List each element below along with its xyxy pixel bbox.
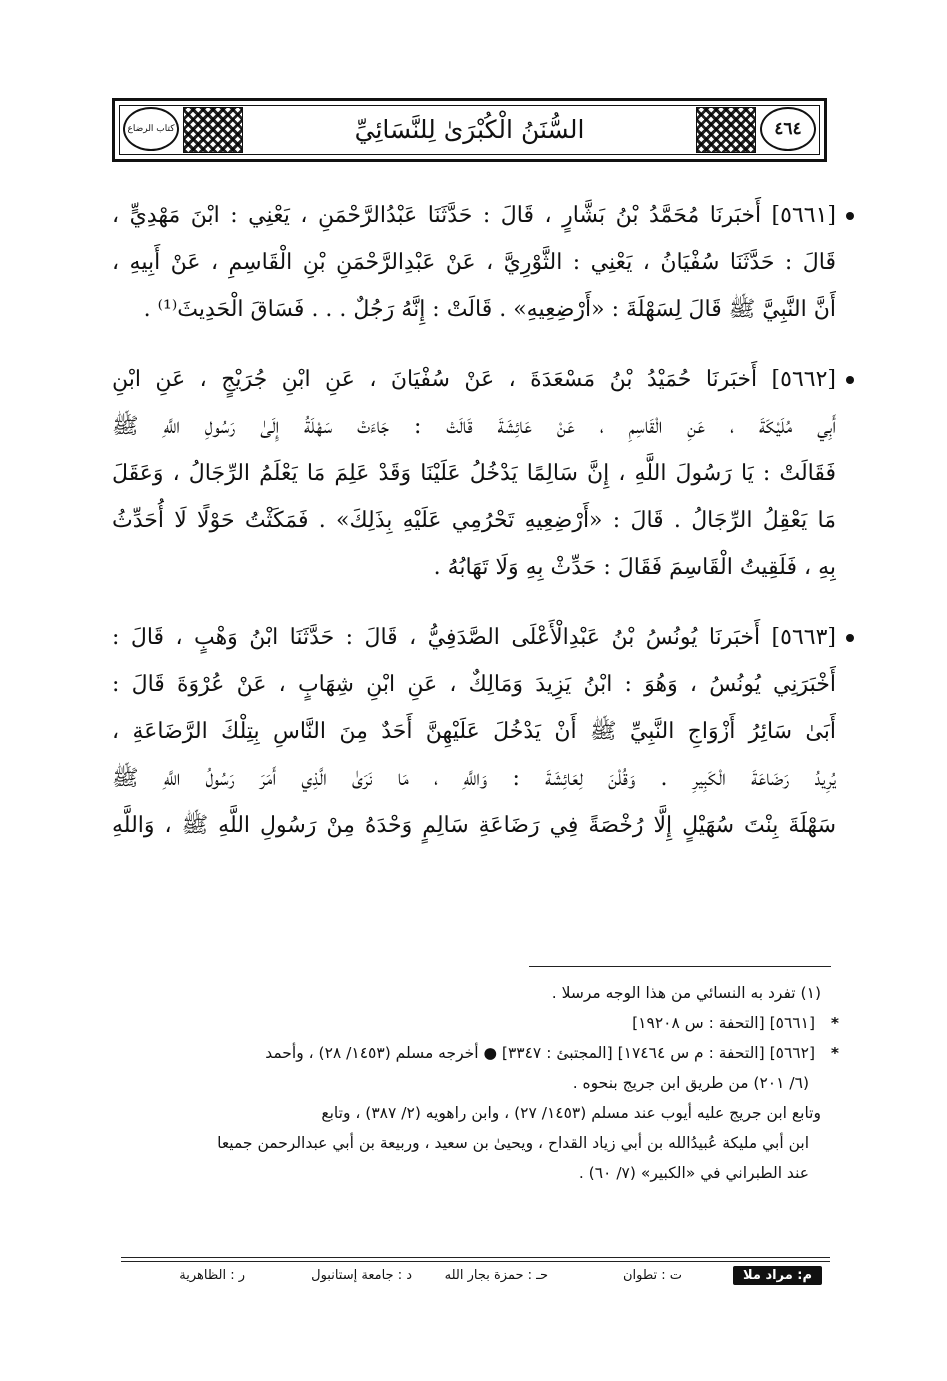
page-header xyxy=(112,98,827,162)
codes-divider-thin xyxy=(121,1261,830,1262)
takhrij-line: وتابع ابن جريج عليه أيوب عند مسلم (١٤٥٣/ ٢٧) ، وابن راهويه (٢/ ٣٨٧) ، وتابع xyxy=(321,1104,821,1122)
text-line: [٥٦٦١] أَخبَرنَا مُحَمَّدُ بْنُ بَشَّارٍ ، قَالَ : حَدَّثَنَا عَبْدُالرَّحْمَنِ ، يَعْنِي : ابْنَ مَهْدِيٍّ ، xyxy=(112,203,836,228)
takhrij-line: ابن أبي مليكة عُبيدُالله بن أبي زياد القداح ، ويحيىٰ بن سعيد ، وربيعة بن أبي عبدالرحمن جميعا xyxy=(217,1134,809,1152)
takhrij-line: عند الطبراني في «الكبير» (٧/ ٦٠) . xyxy=(578,1164,809,1182)
manuscript-r: ر : الظاهرية xyxy=(179,1268,245,1283)
text-line: بِهِ ، فَلَقِيتُ الْقَاسِمَ فَقَالَ : حَدِّثْ بِهِ وَلَا تَهَابُهُ . xyxy=(433,555,836,580)
manuscript-codes xyxy=(121,1264,830,1290)
text-line: [٥٦٦٢] أَخبَرنَا حُمَيْدُ بْنُ مَسْعَدَةَ ، عَنْ سُفْيَانَ ، عَنِ ابْنِ جُرَيْجٍ ، عَنِ ابْنِ xyxy=(112,367,836,392)
manuscript-t: ت : تطوان xyxy=(622,1268,682,1283)
hadith-5663 xyxy=(112,614,836,849)
hadith-5662 xyxy=(112,356,836,591)
text-line: [٥٦٦٣] أَخبَرنَا يُونُسُ بْنُ عَبْدِالْأَعْلَى الصَّدَفِيُّ ، قَالَ : حَدَّثَنَا ابْنُ وَهْبٍ ، قَالَ : xyxy=(112,625,836,650)
manuscript-m: م: مراد ملا xyxy=(733,1266,822,1285)
takhrij-5661 xyxy=(112,1008,839,1038)
text-line: يُرِيدُ رَضَاعَةَ الْكَبِيرِ . وَقُلْنَ لِعَائِشَةَ : وَاللَّهِ ، مَا نَرَىٰ الَّذِي أَمَرَ رَسُولُ اللَّهِ ﷺ xyxy=(112,766,836,791)
manuscript-d: د : جامعة إستانبول xyxy=(311,1268,412,1283)
takhrij-5661-text: [٥٦٦١] [التحفة : س ١٩٢٠٨] xyxy=(632,1014,815,1032)
takhrij-5662-text: [٥٦٦٢] [التحفة : م س ١٧٤٦٤] [المجتبئ : ٣٣٤٧] ● أخرجه مسلم (١٤٥٣/ ٢٨) ، وأحمد xyxy=(265,1044,815,1062)
header-ornament-right xyxy=(696,107,756,153)
footnote-divider xyxy=(529,966,831,967)
codes-divider xyxy=(121,1257,830,1258)
text-line: مَا يَعْقِلُ الرِّجَالُ . قَالَ : «أَرْضِعِيهِ تَحْرُمِي عَلَيْهِ بِذَلِكَ» . فَمَكَثْتُ حَوْلًا لَا أُحَدِّثُ xyxy=(112,508,836,533)
bullet-icon xyxy=(846,634,854,642)
book-medallion: كتاب الرضاع xyxy=(123,107,179,151)
hadith-5661 xyxy=(112,192,836,333)
bullet-icon xyxy=(846,212,854,220)
text-line: أَبِي مُلَيْكَةَ ، عَنِ الْقَاسِمِ ، عَنْ عَائِشَةَ قَالَتْ : جَاءَتْ سَهْلَةُ إِلَىٰ رَسُولِ اللَّهِ ﷺ xyxy=(112,414,836,439)
text-line: أَبَىٰ سَائِرُ أَزْوَاجِ النَّبِيِّ ﷺ أَنْ يَدْخُلَ عَلَيْهِنَّ أَحَدٌ مِنَ النَّاسِ بِتِلْكَ الرَّضَاعَةِ ، xyxy=(112,719,836,744)
text-line: أَخْبَرَنِي يُونُسُ ، وَهُوَ : ابْنُ يَزِيدَ وَمَالِكٌ ، عَنِ ابْنِ شِهَابٍ ، عَنْ عُرْوَةَ قَالَ : xyxy=(112,672,836,697)
star-icon: * xyxy=(830,1044,839,1062)
text-line: فَقَالَتْ : يَا رَسُولَ اللَّهِ ، إِنَّ سَالِمًا يَدْخُلُ عَلَيْنَا وَقَدْ عَلِمَ مَا يَعْلَمُ الرِّجَالُ ، وَعَقَلَ xyxy=(112,461,836,486)
footnote-1: (١) تفرد به النسائي من هذا الوجه مرسلا . xyxy=(551,984,821,1002)
takhrij-line: (٦/ ٢٠١) من طريق ابن جريج بنحوه . xyxy=(572,1074,809,1092)
text-line: سَهْلَةَ بِنْتَ سُهَيْلٍ إِلَّا رُخْصَةً فِي رَضَاعَةِ سَالِمٍ وَحْدَهُ مِنْ رَسُولِ اللَّهِ ﷺ ، وَاللَّهِ xyxy=(112,813,836,838)
star-icon: * xyxy=(830,1014,839,1032)
bullet-icon xyxy=(846,376,854,384)
text-line: قَالَ : حَدَّثَنَا سُفْيَانُ ، يَعْنِي : الثَّوْرِيَّ ، عَنْ عَبْدِالرَّحْمَنِ بْنِ الْقَاسِمِ ، عَنْ أَبِيهِ ، xyxy=(112,250,836,275)
main-text xyxy=(112,192,836,872)
running-title: السُّنَنُ الْكُبْرَىٰ لِلنَّسَائِيِّ xyxy=(354,114,585,144)
page-number: ٤٦٤ xyxy=(760,107,816,151)
header-ornament-left xyxy=(183,107,243,153)
takhrij-5662 xyxy=(112,1038,839,1068)
text-line: أَنَّ النَّبِيَّ ﷺ قَالَ لِسَهْلَةَ : «أَرْضِعِيهِ» . قَالَتْ : إِنَّهُ رَجُلٌ . . . فَسَاقَ الْحَدِيثَ⁽¹⁾ . xyxy=(143,297,836,322)
manuscript-h: حـ : حمزة بجار الله xyxy=(444,1268,548,1283)
footnotes xyxy=(112,978,839,1188)
